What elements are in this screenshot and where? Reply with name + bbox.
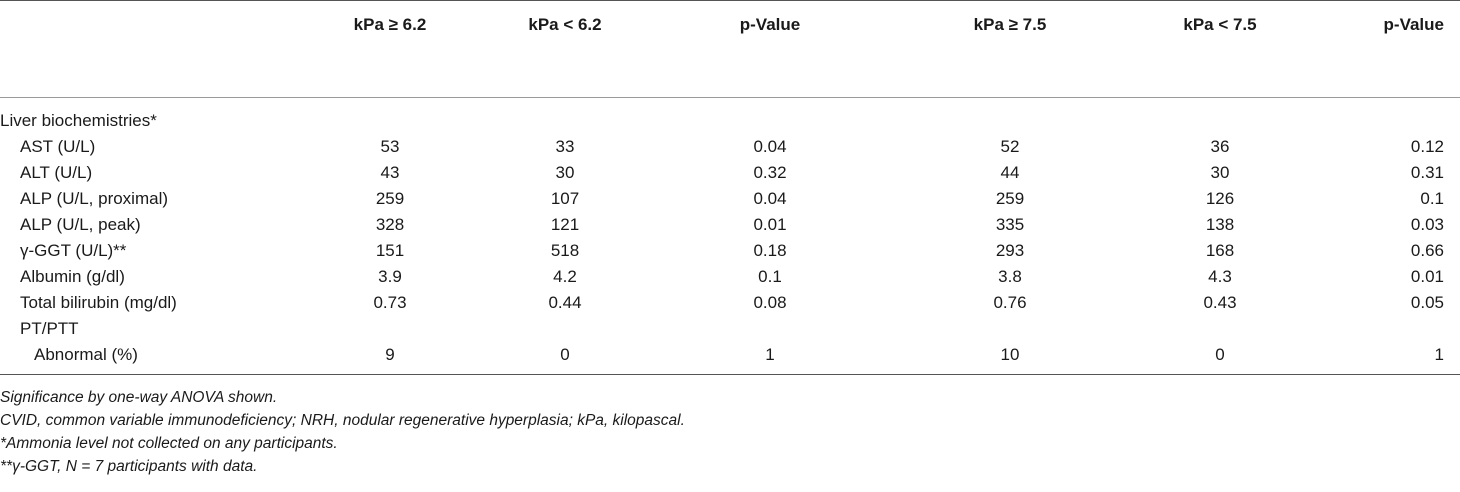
cell: 0.01 — [1410, 267, 1444, 286]
table-row — [0, 342, 1460, 375]
cell: 151 — [375, 241, 405, 260]
table-row — [0, 238, 1460, 264]
cell: 0.44 — [548, 293, 582, 312]
cell: 259 — [995, 189, 1025, 208]
cell: 121 — [550, 215, 580, 234]
row-label: AST (U/L) — [20, 137, 96, 156]
cell: 0.32 — [753, 163, 787, 182]
cell: 0.05 — [1410, 293, 1444, 312]
cell: 0 — [1080, 342, 1280, 375]
footnote-ammonia: *Ammonia level not collected on any participants. — [0, 435, 338, 452]
row-label: PT/PTT — [20, 319, 79, 338]
row-label: Albumin (g/dl) — [20, 267, 125, 286]
row-label: ALP (U/L, peak) — [20, 215, 141, 234]
cell: 0.66 — [1410, 241, 1444, 260]
row-label: Total bilirubin (mg/dl) — [20, 293, 177, 312]
column-header-empty — [0, 1, 240, 98]
section-row — [0, 98, 1460, 135]
table-row — [0, 212, 1460, 238]
table-row — [0, 264, 1460, 290]
cell: 4.3 — [1208, 267, 1232, 286]
cell: 0.73 — [373, 293, 407, 312]
cell: 107 — [550, 189, 580, 208]
cell: 3.8 — [998, 267, 1022, 286]
table-row — [0, 316, 1460, 342]
cell — [1080, 316, 1280, 342]
cell: 126 — [1205, 189, 1235, 208]
cell: 3.9 — [378, 267, 402, 286]
cell: 293 — [995, 241, 1025, 260]
cell: 10 — [850, 342, 1080, 375]
cell: 33 — [555, 137, 575, 156]
column-header-kpa-ge-7-5: kPa ≥ 7.5 — [850, 1, 1080, 98]
cell: 1 — [1280, 342, 1460, 375]
cell: 0.01 — [753, 215, 787, 234]
cell: 30 — [1210, 163, 1230, 182]
cell: 9 — [240, 342, 470, 375]
table-row — [0, 160, 1460, 186]
cell: 36 — [1210, 137, 1230, 156]
cell: 4.2 — [553, 267, 577, 286]
cell: 259 — [375, 189, 405, 208]
column-header-kpa-ge-6-2: kPa ≥ 6.2 — [240, 1, 470, 98]
cell — [240, 316, 470, 342]
cell — [650, 316, 850, 342]
cell: 0.18 — [753, 241, 787, 260]
cell — [850, 316, 1080, 342]
cell: 0.76 — [993, 293, 1027, 312]
table-row — [0, 134, 1460, 160]
cell: 53 — [380, 137, 400, 156]
cell: 43 — [380, 163, 400, 182]
table-row — [0, 290, 1460, 316]
cell: 0.08 — [753, 293, 787, 312]
row-label: ALP (U/L, proximal) — [20, 189, 169, 208]
row-label: γ-GGT (U/L)** — [20, 241, 127, 260]
cell: 0 — [470, 342, 650, 375]
row-label: ALT (U/L) — [20, 163, 93, 182]
cell: 1 — [650, 342, 850, 375]
cell: 335 — [995, 215, 1025, 234]
cell — [1280, 316, 1460, 342]
footnote-abbreviations: CVID, common variable immunodeficiency; NRH, nodular regenerative hyperplasia; kPa, kilopascal. — [0, 412, 685, 429]
cell: 52 — [1000, 137, 1020, 156]
cell: 0.03 — [1410, 215, 1444, 234]
column-header-kpa-lt-6-2: kPa < 6.2 — [470, 1, 650, 98]
cell: 0.1 — [1420, 189, 1444, 208]
column-header-p-value-2: p-Value — [1280, 1, 1460, 98]
section-title: Liver biochemistries* — [0, 111, 157, 130]
cell: 0.04 — [753, 137, 787, 156]
cell: 0.43 — [1203, 293, 1237, 312]
column-header-p-value-1: p-Value — [650, 1, 850, 98]
cell: 138 — [1205, 215, 1235, 234]
column-header-kpa-lt-7-5: kPa < 7.5 — [1080, 1, 1280, 98]
cell: 168 — [1205, 241, 1235, 260]
cell — [470, 316, 650, 342]
table-footnotes — [0, 386, 1460, 478]
cell: 0.04 — [753, 189, 787, 208]
cell: 0.31 — [1410, 163, 1444, 182]
footnote-ggt: **γ-GGT, N = 7 participants with data. — [0, 458, 258, 475]
table-row — [0, 186, 1460, 212]
cell: 0.12 — [1410, 137, 1444, 156]
table-header-row — [0, 1, 1460, 98]
footnote-significance: Significance by one-way ANOVA shown. — [0, 389, 278, 406]
row-label: Abnormal (%) — [0, 342, 240, 375]
cell: 44 — [1000, 163, 1020, 182]
cell: 328 — [375, 215, 405, 234]
cell: 30 — [555, 163, 575, 182]
cell: 518 — [550, 241, 580, 260]
cell: 0.1 — [758, 267, 782, 286]
